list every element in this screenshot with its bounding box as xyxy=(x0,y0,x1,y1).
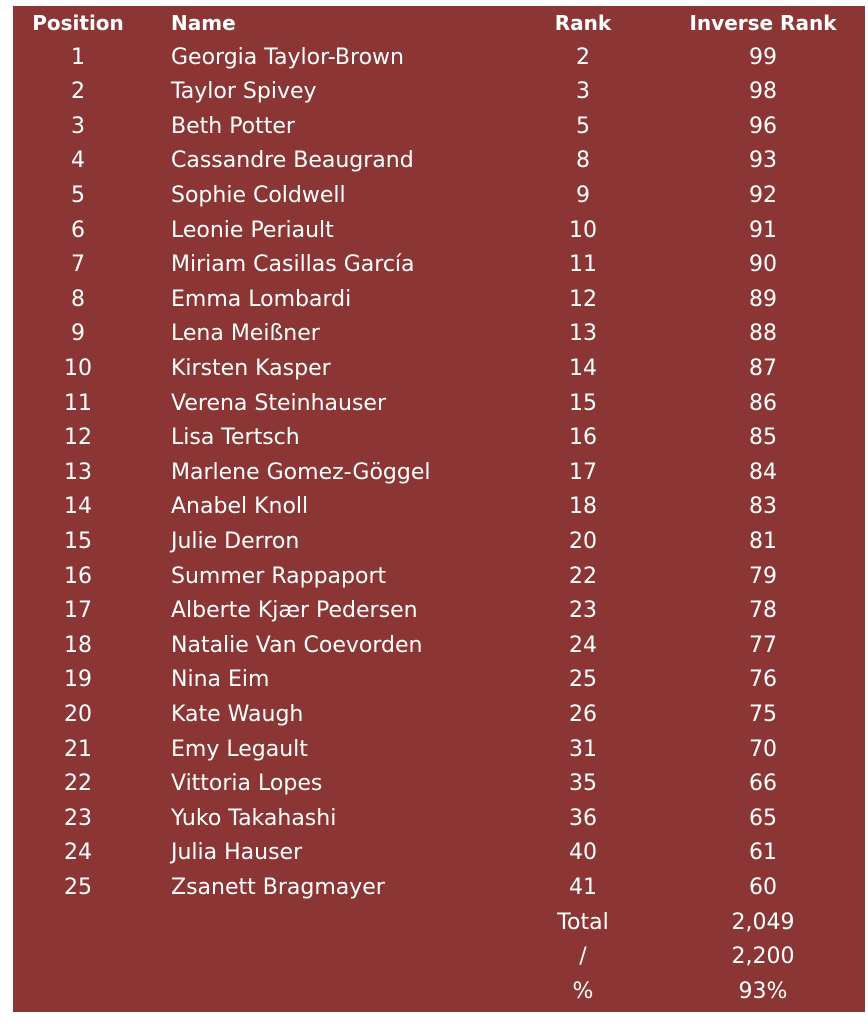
cell-position: 1 xyxy=(71,44,85,70)
cell-rank: 31 xyxy=(569,736,597,762)
cell-inverse-rank: 81 xyxy=(749,529,777,554)
cell-rank: 25 xyxy=(569,667,597,693)
cell-name: Alberte Kjær Pedersen xyxy=(171,598,418,624)
cell-rank: 17 xyxy=(569,459,597,485)
summary-label: / xyxy=(579,944,587,970)
cell-inverse-rank: 83 xyxy=(749,494,777,520)
cell-name: Julie Derron xyxy=(171,529,300,554)
cell-inverse-rank: 77 xyxy=(749,632,777,658)
cell-rank: 24 xyxy=(569,632,597,658)
cell-position: 19 xyxy=(64,667,92,693)
header-inverse-rank: Inverse Rank xyxy=(689,11,837,35)
cell-rank: 40 xyxy=(569,840,597,866)
cell-rank: 22 xyxy=(569,563,597,589)
cell-name: Kate Waugh xyxy=(171,702,304,727)
cell-inverse-rank: 65 xyxy=(749,805,777,831)
cell-name: Sophie Coldwell xyxy=(171,183,346,208)
cell-rank: 14 xyxy=(569,356,597,381)
cell-inverse-rank: 84 xyxy=(749,459,777,485)
cell-inverse-rank: 79 xyxy=(749,563,777,589)
cell-position: 11 xyxy=(64,390,92,416)
cell-position: 6 xyxy=(71,217,85,243)
cell-inverse-rank: 70 xyxy=(749,736,777,762)
cell-name: Marlene Gomez-Göggel xyxy=(171,459,431,485)
table-row xyxy=(13,836,865,871)
cell-rank: 8 xyxy=(576,148,590,174)
header-rank: Rank xyxy=(554,11,612,35)
table-row xyxy=(13,179,865,214)
cell-rank: 36 xyxy=(569,805,597,831)
summary-label: % xyxy=(572,978,594,1004)
cell-position: 8 xyxy=(71,286,85,312)
table-row xyxy=(13,248,865,283)
cell-rank: 26 xyxy=(569,702,597,727)
cell-rank: 23 xyxy=(569,598,597,624)
cell-name: Natalie Van Coevorden xyxy=(171,632,423,658)
cell-position: 9 xyxy=(71,321,85,347)
table-row xyxy=(13,871,865,906)
cell-inverse-rank: 85 xyxy=(749,425,777,451)
cell-inverse-rank: 66 xyxy=(749,771,777,797)
cell-name: Julia Hauser xyxy=(171,840,303,866)
table-row xyxy=(13,802,865,837)
table-row xyxy=(13,525,865,560)
cell-name: Anabel Knoll xyxy=(171,494,309,520)
cell-position: 24 xyxy=(64,840,92,866)
cell-position: 20 xyxy=(64,702,92,727)
rankings-table xyxy=(13,6,865,1012)
cell-position: 4 xyxy=(71,148,85,174)
cell-name: Taylor Spivey xyxy=(171,79,317,105)
cell-name: Yuko Takahashi xyxy=(171,805,337,831)
cell-name: Emy Legault xyxy=(171,736,308,762)
cell-position: 25 xyxy=(64,875,92,900)
table-row xyxy=(13,387,865,422)
cell-name: Nina Eim xyxy=(171,667,270,693)
table-row xyxy=(13,144,865,179)
cell-position: 14 xyxy=(64,494,92,520)
cell-rank: 10 xyxy=(569,217,597,243)
cell-name: Zsanett Bragmayer xyxy=(171,875,385,900)
header-row xyxy=(13,6,865,41)
cell-rank: 11 xyxy=(569,252,597,278)
cell-position: 2 xyxy=(71,79,85,105)
table-row xyxy=(13,317,865,352)
cell-position: 17 xyxy=(64,598,92,624)
cell-inverse-rank: 88 xyxy=(749,321,777,347)
table-row xyxy=(13,594,865,629)
cell-position: 21 xyxy=(64,736,92,762)
cell-rank: 20 xyxy=(569,529,597,554)
cell-name: Kirsten Kasper xyxy=(171,356,331,381)
cell-position: 18 xyxy=(64,632,92,658)
cell-position: 10 xyxy=(64,356,92,381)
cell-position: 15 xyxy=(64,529,92,554)
cell-rank: 9 xyxy=(576,183,590,208)
cell-inverse-rank: 91 xyxy=(749,217,777,243)
summary-row xyxy=(13,906,865,941)
summary-value: 93% xyxy=(738,978,788,1004)
summary-value: 2,049 xyxy=(731,909,795,935)
cell-name: Beth Potter xyxy=(171,113,295,139)
cell-rank: 5 xyxy=(576,113,590,139)
table-row xyxy=(13,214,865,249)
cell-rank: 35 xyxy=(569,771,597,797)
table-row xyxy=(13,75,865,110)
cell-position: 13 xyxy=(64,459,92,485)
cell-rank: 15 xyxy=(569,390,597,416)
table-row xyxy=(13,456,865,491)
table-row xyxy=(13,352,865,387)
table-row xyxy=(13,767,865,802)
cell-rank: 16 xyxy=(569,425,597,451)
cell-inverse-rank: 89 xyxy=(749,286,777,312)
cell-name: Vittoria Lopes xyxy=(171,771,323,797)
cell-inverse-rank: 96 xyxy=(749,113,777,139)
cell-inverse-rank: 87 xyxy=(749,356,777,381)
cell-rank: 41 xyxy=(569,875,597,900)
cell-inverse-rank: 76 xyxy=(749,667,777,693)
cell-inverse-rank: 90 xyxy=(749,252,777,278)
table-row xyxy=(13,283,865,318)
table-row xyxy=(13,41,865,76)
cell-inverse-rank: 60 xyxy=(749,875,777,900)
cell-position: 5 xyxy=(71,183,85,208)
table-row xyxy=(13,733,865,768)
cell-inverse-rank: 61 xyxy=(749,840,777,866)
cell-name: Verena Steinhauser xyxy=(171,390,386,416)
cell-position: 7 xyxy=(71,252,85,278)
table-row xyxy=(13,629,865,664)
cell-inverse-rank: 75 xyxy=(749,702,777,727)
cell-rank: 12 xyxy=(569,286,597,312)
cell-name: Leonie Periault xyxy=(171,217,334,243)
table-row xyxy=(13,560,865,595)
table-row xyxy=(13,110,865,145)
cell-inverse-rank: 78 xyxy=(749,598,777,624)
cell-name: Georgia Taylor-Brown xyxy=(171,44,404,70)
cell-position: 3 xyxy=(71,113,85,139)
cell-inverse-rank: 93 xyxy=(749,148,777,174)
cell-inverse-rank: 98 xyxy=(749,79,777,105)
table-row xyxy=(13,421,865,456)
table-row xyxy=(13,663,865,698)
cell-inverse-rank: 92 xyxy=(749,183,777,208)
cell-rank: 3 xyxy=(576,79,590,105)
summary-row xyxy=(13,940,865,975)
cell-inverse-rank: 86 xyxy=(749,390,777,416)
table-row xyxy=(13,698,865,733)
cell-position: 12 xyxy=(64,425,92,451)
summary-value: 2,200 xyxy=(731,944,795,970)
cell-position: 16 xyxy=(64,563,92,589)
cell-name: Emma Lombardi xyxy=(171,286,352,312)
header-position: Position xyxy=(32,11,124,35)
cell-name: Miriam Casillas García xyxy=(171,252,415,278)
cell-position: 22 xyxy=(64,771,92,797)
cell-rank: 2 xyxy=(576,44,590,70)
summary-row xyxy=(13,975,865,1010)
summary-label: Total xyxy=(557,909,609,935)
cell-rank: 13 xyxy=(569,321,597,347)
table-row xyxy=(13,490,865,525)
header-name: Name xyxy=(171,11,236,35)
cell-position: 23 xyxy=(64,805,92,831)
cell-name: Cassandre Beaugrand xyxy=(171,148,414,174)
cell-name: Lena Meißner xyxy=(171,321,320,347)
cell-name: Lisa Tertsch xyxy=(171,425,300,451)
cell-inverse-rank: 99 xyxy=(749,44,777,70)
cell-rank: 18 xyxy=(569,494,597,520)
cell-name: Summer Rappaport xyxy=(171,563,387,589)
